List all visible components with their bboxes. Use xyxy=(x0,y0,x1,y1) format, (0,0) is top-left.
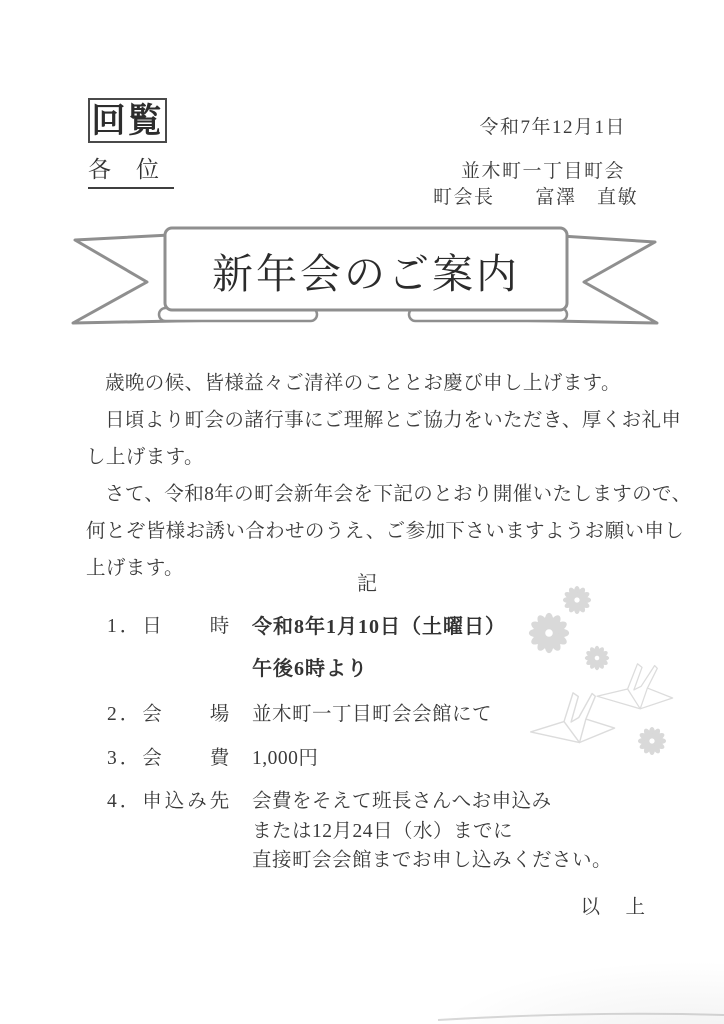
issue-date: 令和7年12月1日 xyxy=(479,117,626,138)
body-line: 何とぞ皆様お誘い合わせのうえ、ご参加下さいますようお願い申し xyxy=(86,520,685,542)
chrysanthemum-icon xyxy=(585,646,609,670)
organization-name: 並木町一丁目町会 xyxy=(460,161,625,182)
greeting-body xyxy=(86,366,692,587)
item-value: 直接町会会館までお申し込みください。 xyxy=(252,850,613,871)
item-value: 並木町一丁目町会会館にて xyxy=(252,704,493,725)
item-value: 1,000円 xyxy=(252,748,319,769)
item-value: 会費をそえて班長さんへお申込み xyxy=(252,791,552,812)
kairan-stamp-box xyxy=(88,98,167,143)
body-line: 日頃より町会の諸行事にご理解とご協力をいただき、厚くお礼申 xyxy=(105,409,682,431)
body-line: し上げます。 xyxy=(86,446,204,468)
recipients-label: 各 位 xyxy=(88,151,174,189)
item-label: 2．会 場 xyxy=(107,704,233,725)
origami-crane-icon xyxy=(597,664,673,709)
item-label: 1．日 時 xyxy=(107,616,233,637)
item-value: または12月24日（水）までに xyxy=(252,821,514,842)
chairman-signer-name: 町会長 富澤 直敏 xyxy=(432,187,638,208)
scan-corner-shade xyxy=(404,954,724,1024)
closing-label: 以 上 xyxy=(580,897,648,918)
kairan-stamp-label: 回覧 xyxy=(91,101,164,140)
body-line: 歳晩の候、皆様益々ご清祥のこととお慶び申し上げます。 xyxy=(105,373,621,394)
item-label: 3．会 費 xyxy=(107,748,233,769)
origami-crane-icon xyxy=(528,690,615,746)
body-line: さて、令和8年の町会新年会を下記のとおり開催いたしますので、 xyxy=(105,483,692,505)
body-line: 上げます。 xyxy=(86,557,184,579)
background-decorations xyxy=(500,570,724,790)
record-marker: 記 xyxy=(357,573,379,595)
chrysanthemum-icon xyxy=(638,727,666,755)
item-value: 令和8年1月10日（土曜日） xyxy=(252,616,506,638)
banner-title: 新年会のご案内 xyxy=(212,250,520,297)
item-value: 午後6時より xyxy=(252,658,368,680)
chrysanthemum-icon xyxy=(529,613,569,653)
item-label: 4．申込み先 xyxy=(107,791,233,812)
